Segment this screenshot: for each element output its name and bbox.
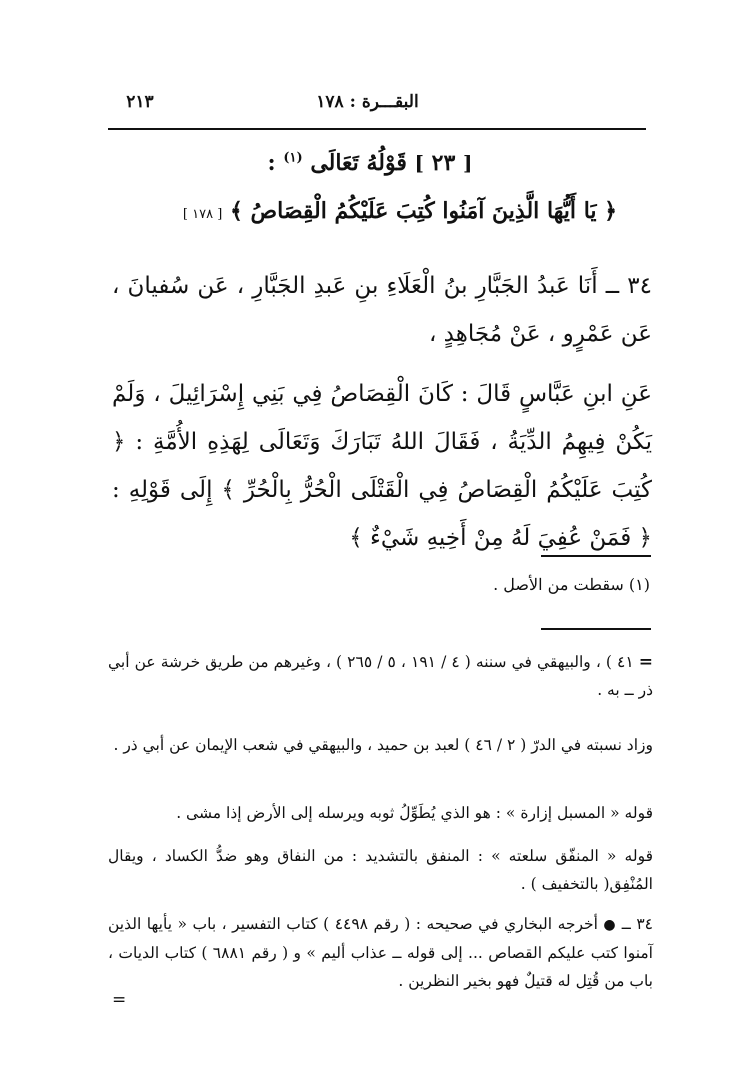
note-line-b: وزاد نسبته في الدرّ ( ٢ / ٤٦ ) لعبد بن حميد ، والبيهقي في شعب الإيمان عن أبي ذر . [113,736,653,754]
notes-rule [541,628,651,630]
header-rule [108,128,646,130]
section-heading [110,150,630,176]
note-e-text: أخرجه البخاري في صحيحه : ( رقم ٤٤٩٨ ) كتاب التفسير ، باب « يأيها الذين آمنوا كتب عليكم القصاص ... إلى قوله ــ عذاب أليم » و ( رقم ٦٨٨١ ) كتاب الديات ، باب من قُتِل له قتيلٌ فهو بخير النظرين . [108,915,653,990]
bullet-icon: ● [603,917,617,933]
section-colon: : [267,150,276,176]
verse-text: ﴿ يَا أَيُّهَا الَّذِينَ آمَنُوا كُتِبَ عَلَيْكُمُ الْقِصَاصُ ﴾ [229,198,618,224]
end-continuation-mark: = [112,990,127,1010]
note-line-a [108,648,653,704]
section-bracket-close: ] [414,151,424,175]
note-e-number: ٣٤ ــ [621,915,653,933]
hadith-matn: عَنِ ابنِ عَبَّاسٍ قَالَ : كَانَ الْقِصَاصُ فِي بَنِي إِسْرَائِيلَ ، وَلَمْ يَكُنْ فِيهِمُ الدِّيَةُ ، فَقَالَ اللهُ تَبَارَكَ وَتَعَالَى لِهَذِهِ الأُمَّةِ : ﴿ كُتِبَ عَلَيْكُمُ الْقِصَاصُ فِي الْقَتْلَى الْحُرُّ بِالْحُرِّ ﴾ إِلَى قَوْلِهِ : ﴿ فَمَنْ عُفِيَ لَهُ مِنْ أَخِيهِ شَيْءٌ ﴾ [112,381,652,551]
note-line-e [108,910,653,995]
verse-reference: [ ١٧٨ ] [182,207,223,222]
section-title: قَوْلُهُ تَعَالَى [310,150,407,176]
footnote-rule [541,555,651,557]
footnote-marker: (١) [283,150,303,166]
section-number: ٢٣ [431,150,456,176]
verse-heading [150,198,650,224]
note-line-d: قوله « المنفّق سلعته » : المنفق بالتشديد : من النفاق وهو ضدُّ الكساد ، ويقال المُنْفِق( بالتخفيف ) . [108,847,653,893]
running-title: البقـــرة : ١٧٨ [316,92,419,112]
section-bracket-open: [ [462,151,473,175]
page-number: ٢١٣ [126,92,154,112]
continuation-mark: = [638,652,654,672]
hadith-isnad: ٣٤ ــ أَنَا عَبدُ الجَبَّارِ بنُ الْعَلَاءِ بنِ عَبدِ الجَبَّارِ ، عَن سُفيانَ ، عَن عَمْرٍو ، عَنْ مُجَاهِدٍ ، [112,273,652,347]
footnote-1: (١) سقطت من الأصل . [493,575,650,594]
note-line-c: قوله « المسبل إزارة » : هو الذي يُطَوِّلُ ثوبه ويرسله إلى الأرض إذا مشى . [176,804,653,822]
note-a-text: ٤١ ) ، والبيهقي في سننه ( ٤ / ١٩١ ، ٥ / ٢٦٥ ) ، وغيرهم من طريق خرشة عن أبي ذر ــ به . [108,653,653,699]
